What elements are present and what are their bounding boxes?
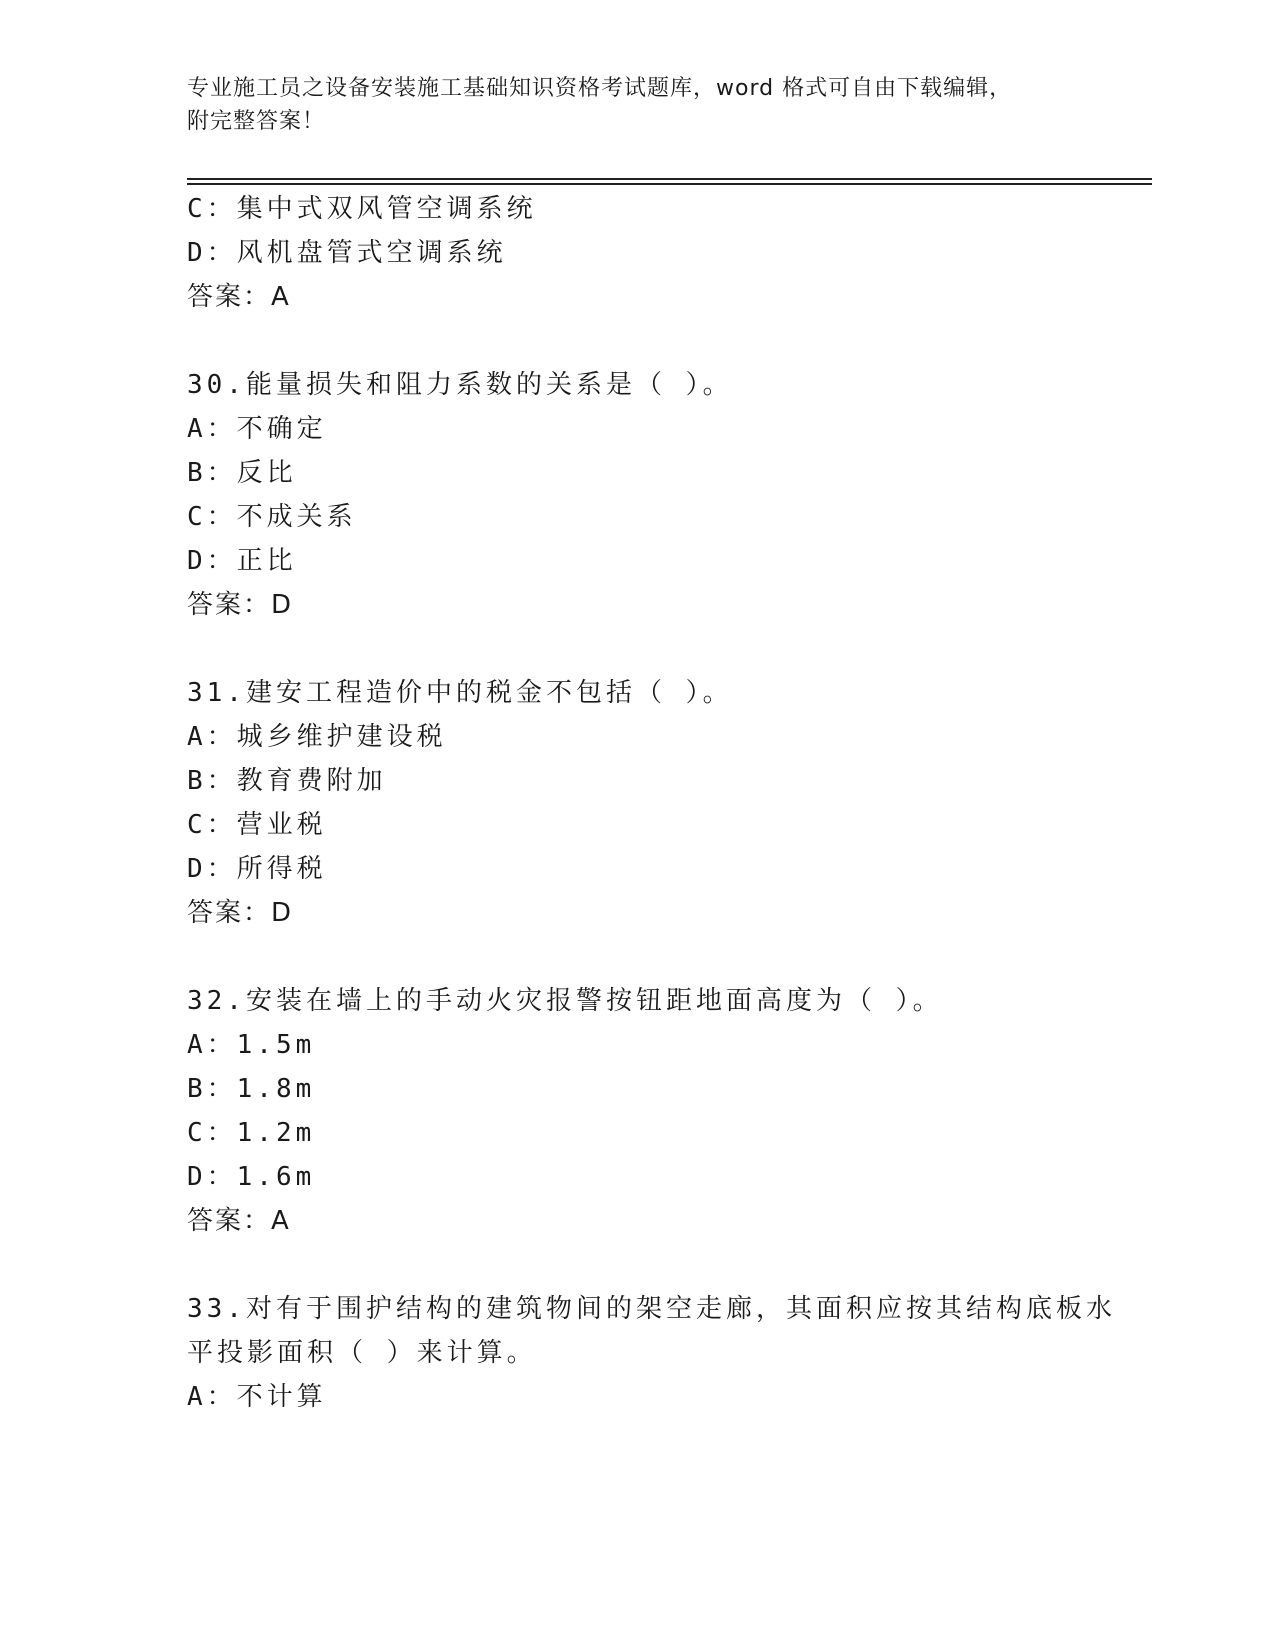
q30-stem: 30.能量损失和阻力系数的关系是（ ）。 <box>187 370 733 400</box>
q32-answer: 答案：A <box>187 1206 291 1236</box>
q30-answer: 答案：D <box>187 590 294 620</box>
header-line-1: 专业施工员之设备安装施工基础知识资格考试题库，word 格式可自由下载编辑， <box>187 76 1013 101</box>
q32-option-d: D：1.6m <box>187 1162 316 1192</box>
prev-answer: 答案：A <box>187 282 291 312</box>
q30-option-a: A：不确定 <box>187 414 327 444</box>
q31-option-b: B：教育费附加 <box>187 766 387 796</box>
prev-option-c: C：集中式双风管空调系统 <box>187 194 537 224</box>
q30-option-c: C：不成关系 <box>187 502 357 532</box>
q32-option-a: A：1.5m <box>187 1030 316 1060</box>
header-line-2: 附完整答案！ <box>187 109 326 134</box>
q33-option-a: A：不计算 <box>187 1382 327 1412</box>
header-divider-top <box>187 178 1152 180</box>
q32-option-c: C：1.2m <box>187 1118 316 1148</box>
q31-option-a: A：城乡维护建设税 <box>187 722 447 752</box>
q33-stem-line-1: 33.对有于围护结构的建筑物间的架空走廊，其面积应按其结构底板水 <box>187 1294 1116 1324</box>
q31-option-c: C：营业税 <box>187 810 327 840</box>
q30-option-b: B：反比 <box>187 458 297 488</box>
header-divider-bottom <box>187 183 1152 185</box>
q32-option-b: B：1.8m <box>187 1074 316 1104</box>
q31-answer: 答案：D <box>187 898 294 928</box>
q33-stem-line-2: 平投影面积（ ）来计算。 <box>187 1338 537 1368</box>
q30-option-d: D：正比 <box>187 546 297 576</box>
document-header <box>187 72 1067 138</box>
q31-option-d: D：所得税 <box>187 854 327 884</box>
prev-option-d: D：风机盘管式空调系统 <box>187 238 507 268</box>
q32-stem: 32.安装在墙上的手动火灾报警按钮距地面高度为（ ）。 <box>187 986 943 1016</box>
q31-stem: 31.建安工程造价中的税金不包括（ ）。 <box>187 678 733 708</box>
